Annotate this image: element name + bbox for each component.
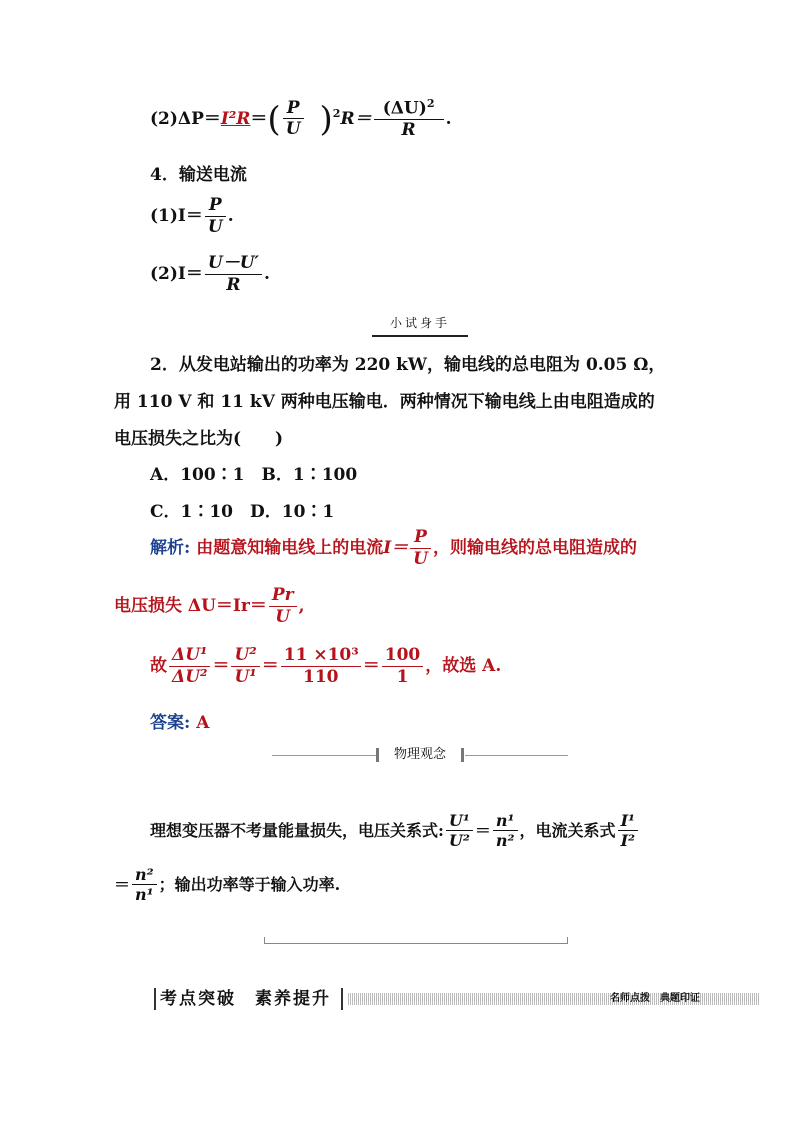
frac-num: (ΔU) bbox=[382, 98, 427, 119]
banner-bar bbox=[154, 988, 156, 1010]
concept-line-2 bbox=[114, 866, 340, 905]
solution-line-3 bbox=[150, 646, 501, 687]
frac-num: P bbox=[414, 527, 427, 547]
frac-num: 11 ×10³ bbox=[283, 645, 359, 665]
frac-den: U¹ bbox=[231, 666, 259, 687]
concept-box-bottom bbox=[264, 937, 568, 944]
concept-title: 物理观念 bbox=[393, 747, 446, 762]
solution-math: I＝ bbox=[383, 537, 409, 558]
divider bbox=[272, 755, 376, 756]
frac-den: U bbox=[283, 118, 304, 139]
frac-den: 110 bbox=[281, 666, 361, 687]
frac-num: U－U′ bbox=[207, 253, 260, 273]
divider bbox=[465, 755, 568, 756]
equals-sign: ＝ bbox=[212, 655, 230, 676]
equals-sign: ＝ bbox=[250, 108, 268, 129]
formula-prefix: (2)I＝ bbox=[150, 263, 203, 284]
left-paren: ( bbox=[267, 99, 281, 140]
frac-num: P bbox=[286, 97, 300, 118]
formula-prefix: (2)ΔP＝ bbox=[150, 108, 221, 129]
frac-den: ΔU² bbox=[169, 666, 210, 687]
power-loss-formula bbox=[150, 98, 452, 141]
answer-blank: I²R bbox=[220, 108, 251, 129]
divider bbox=[461, 748, 464, 762]
banner-title: 考点突破 素养提升 bbox=[160, 989, 331, 1009]
frac-den: n² bbox=[493, 830, 518, 850]
period: . bbox=[445, 108, 452, 129]
frac-den: n¹ bbox=[132, 884, 157, 904]
equals-sign: ＝ bbox=[114, 874, 131, 894]
frac-num: 100 bbox=[384, 645, 421, 665]
frac-den: U bbox=[410, 548, 431, 569]
solution-label: 解析: bbox=[150, 537, 191, 558]
current-formula-1 bbox=[150, 196, 234, 237]
concept-text: 理想变压器不考量能量损失，电压关系式: bbox=[150, 820, 444, 840]
equals-sign: ＝ bbox=[362, 655, 380, 676]
answer-line bbox=[150, 708, 209, 733]
frac-den: R bbox=[205, 274, 262, 295]
answer-value: A bbox=[190, 713, 210, 733]
frac-num: I¹ bbox=[620, 811, 636, 830]
concept-text: ，电流关系式 bbox=[519, 820, 616, 840]
frac-den: U bbox=[205, 216, 226, 237]
concept-line-1 bbox=[150, 812, 640, 851]
exponent: 2 bbox=[426, 97, 435, 110]
current-formula-2 bbox=[150, 254, 270, 295]
solution-text: 电压损失 ΔU＝Ir＝ bbox=[114, 595, 267, 616]
frac-num: n¹ bbox=[495, 811, 515, 830]
frac-num: Pr bbox=[271, 585, 294, 605]
practice-tag: 小试身手 bbox=[372, 313, 468, 337]
section-banner bbox=[154, 986, 704, 1012]
divider bbox=[376, 748, 379, 762]
frac-den: R bbox=[374, 119, 444, 140]
equals-sign: ＝ bbox=[474, 820, 491, 840]
section-heading: 4．输送电流 bbox=[150, 165, 247, 185]
options-cd: C．1∶10 D．10∶1 bbox=[150, 502, 335, 522]
formula-prefix: (1)I＝ bbox=[150, 205, 203, 226]
concept-box-title bbox=[272, 746, 568, 764]
frac-num: n² bbox=[135, 865, 154, 884]
question-line-2: 用 110 V 和 11 kV 两种电压输电．两种情况下输电线上由电阻造成的 bbox=[114, 392, 655, 412]
frac-num: ΔU¹ bbox=[172, 645, 208, 665]
frac-num: P bbox=[208, 195, 222, 215]
r-equals: R＝ bbox=[340, 108, 372, 129]
solution-line-1 bbox=[150, 528, 637, 569]
solution-text: ，则输电线的总电阻造成的 bbox=[432, 537, 637, 558]
solution-text: 故 bbox=[150, 655, 167, 676]
period: . bbox=[264, 263, 270, 284]
solution-line-2 bbox=[114, 586, 305, 627]
answer-label: 答案: bbox=[150, 713, 191, 733]
solution-text: , bbox=[298, 595, 305, 616]
period: . bbox=[227, 205, 234, 226]
frac-den: U bbox=[269, 606, 297, 627]
options-ab: A．100∶1 B．1∶100 bbox=[150, 465, 358, 485]
solution-text: ，故选 A. bbox=[425, 655, 502, 676]
frac-num: U¹ bbox=[448, 811, 470, 830]
question-line-1: 2．从发电站输出的功率为 220 kW，输电线的总电阻为 0.05 Ω， bbox=[150, 355, 666, 375]
solution-text: 由题意知输电线上的电流 bbox=[190, 537, 384, 558]
frac-den: 1 bbox=[382, 666, 424, 687]
equals-sign: ＝ bbox=[261, 655, 279, 676]
frac-den: U² bbox=[446, 830, 473, 850]
exponent: 2 bbox=[332, 107, 341, 121]
banner-bar bbox=[341, 988, 343, 1010]
question-line-3: 电压损失之比为( ) bbox=[114, 429, 284, 449]
banner-subtitle: 名师点拨 典题印证 bbox=[610, 993, 700, 1004]
frac-num: U² bbox=[234, 645, 257, 665]
right-paren: ) bbox=[319, 99, 333, 140]
frac-den: I² bbox=[618, 830, 639, 850]
concept-text: ；输出功率等于输入功率. bbox=[158, 874, 341, 894]
